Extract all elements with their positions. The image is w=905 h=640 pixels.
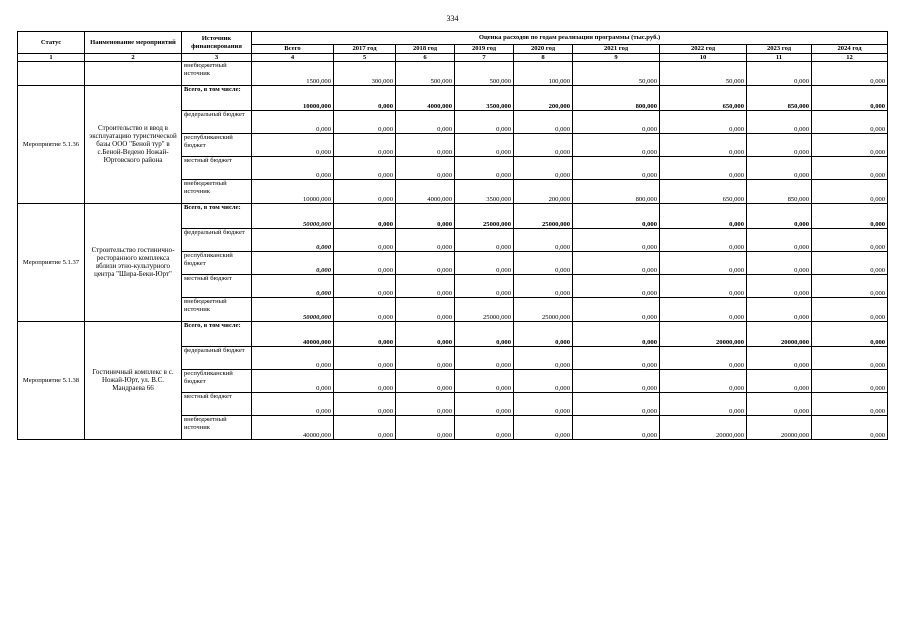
value-cell: 0,000 (334, 275, 396, 298)
value-cell: 0,000 (334, 322, 396, 347)
value-cell: 0,000 (514, 111, 573, 134)
value-cell: 50,000 (573, 62, 660, 86)
budget-table (17, 31, 888, 440)
status-cell: Мероприятие 5.1.36 (18, 86, 85, 204)
value-cell: 0,000 (747, 393, 812, 416)
value-cell: 200,000 (514, 86, 573, 111)
value-cell: 0,000 (396, 347, 455, 370)
column-number-row (18, 54, 888, 62)
value-cell: 0,000 (396, 322, 455, 347)
column-number: 2 (85, 54, 182, 62)
value-cell: 0,000 (252, 111, 334, 134)
source-cell: местный бюджет (182, 393, 252, 416)
value-cell: 0,000 (455, 322, 514, 347)
value-cell: 0,000 (812, 229, 888, 252)
value-cell: 0,000 (573, 347, 660, 370)
value-cell: 0,000 (334, 86, 396, 111)
value-cell: 0,000 (747, 62, 812, 86)
column-number: 12 (812, 54, 888, 62)
value-cell: 0,000 (812, 86, 888, 111)
value-cell: 0,000 (812, 111, 888, 134)
value-cell: 0,000 (396, 275, 455, 298)
value-cell: 0,000 (812, 322, 888, 347)
table-row (18, 204, 888, 229)
measure-name-cell: Гостиничный комплекс в с. Ножай-Юрт, ул. В.С. Мандраева 66 (85, 322, 182, 440)
value-cell: 0,000 (573, 229, 660, 252)
source-cell: Всего, в том числе: (182, 322, 252, 347)
column-number: 10 (660, 54, 747, 62)
value-cell: 25000,000 (455, 204, 514, 229)
value-cell: 0,000 (573, 111, 660, 134)
source-cell: федеральный бюджет (182, 347, 252, 370)
header-col: 2022 год (660, 45, 747, 54)
value-cell: 0,000 (514, 322, 573, 347)
status-cell (18, 62, 85, 86)
value-cell: 0,000 (660, 111, 747, 134)
header-status: Статус (18, 32, 85, 54)
value-cell: 0,000 (396, 134, 455, 157)
value-cell: 0,000 (514, 370, 573, 393)
value-cell: 0,000 (252, 157, 334, 180)
value-cell: 25000,000 (514, 298, 573, 322)
value-cell: 0,000 (573, 370, 660, 393)
value-cell: 50,000 (660, 62, 747, 86)
value-cell: 0,000 (514, 393, 573, 416)
value-cell: 4000,000 (396, 86, 455, 111)
value-cell: 0,000 (812, 134, 888, 157)
value-cell: 0,000 (396, 370, 455, 393)
value-cell: 3500,000 (455, 86, 514, 111)
name-cell (85, 62, 182, 86)
value-cell: 40000,000 (252, 322, 334, 347)
value-cell: 50000,000 (252, 298, 334, 322)
value-cell: 0,000 (396, 229, 455, 252)
value-cell: 800,000 (573, 180, 660, 204)
source-cell: Всего, в том числе: (182, 86, 252, 111)
value-cell: 0,000 (334, 370, 396, 393)
value-cell: 25000,000 (455, 298, 514, 322)
value-cell: 0,000 (455, 347, 514, 370)
source-cell: внебюджетный источник (182, 298, 252, 322)
value-cell: 0,000 (573, 134, 660, 157)
source-cell: федеральный бюджет (182, 229, 252, 252)
value-cell: 0,000 (514, 157, 573, 180)
source-cell: федеральный бюджет (182, 111, 252, 134)
value-cell: 0,000 (334, 252, 396, 275)
value-cell: 0,000 (396, 298, 455, 322)
value-cell: 0,000 (334, 416, 396, 440)
value-cell: 0,000 (252, 134, 334, 157)
header-source: Источник финансирования (182, 32, 252, 54)
value-cell: 0,000 (573, 416, 660, 440)
table-row (18, 322, 888, 347)
value-cell: 0,000 (812, 347, 888, 370)
source-cell: внебюджетный источник (182, 62, 252, 86)
value-cell: 0,000 (573, 393, 660, 416)
value-cell: 0,000 (334, 393, 396, 416)
value-cell: 500,000 (396, 62, 455, 86)
value-cell: 0,000 (812, 62, 888, 86)
header-estimate: Оценка расходов по годам реализации программы (тыс.руб.) (252, 32, 888, 45)
column-number: 7 (455, 54, 514, 62)
value-cell: 650,000 (660, 180, 747, 204)
value-cell: 0,000 (573, 204, 660, 229)
column-number: 9 (573, 54, 660, 62)
value-cell: 0,000 (396, 252, 455, 275)
value-cell: 20000,000 (660, 322, 747, 347)
value-cell: 500,000 (455, 62, 514, 86)
value-cell: 0,000 (455, 416, 514, 440)
value-cell: 0,000 (660, 298, 747, 322)
value-cell: 0,000 (660, 393, 747, 416)
column-number: 1 (18, 54, 85, 62)
value-cell: 0,000 (747, 252, 812, 275)
value-cell: 0,000 (747, 157, 812, 180)
value-cell: 0,000 (660, 275, 747, 298)
value-cell: 20000,000 (660, 416, 747, 440)
value-cell: 0,000 (334, 229, 396, 252)
value-cell: 50000,000 (252, 204, 334, 229)
value-cell: 0,000 (252, 229, 334, 252)
value-cell: 0,000 (396, 204, 455, 229)
value-cell: 0,000 (455, 111, 514, 134)
table-row (18, 86, 888, 111)
value-cell: 0,000 (334, 347, 396, 370)
value-cell: 0,000 (573, 252, 660, 275)
value-cell: 0,000 (812, 157, 888, 180)
header-name: Наименование мероприятий (85, 32, 182, 54)
value-cell: 0,000 (396, 157, 455, 180)
value-cell: 0,000 (812, 204, 888, 229)
value-cell: 0,000 (514, 229, 573, 252)
value-cell: 0,000 (573, 275, 660, 298)
value-cell: 0,000 (455, 275, 514, 298)
value-cell: 3500,000 (455, 180, 514, 204)
value-cell: 20000,000 (747, 416, 812, 440)
value-cell: 0,000 (455, 229, 514, 252)
value-cell: 800,000 (573, 86, 660, 111)
value-cell: 850,000 (747, 86, 812, 111)
value-cell: 1500,000 (252, 62, 334, 86)
value-cell: 0,000 (812, 370, 888, 393)
value-cell: 0,000 (514, 347, 573, 370)
value-cell: 0,000 (747, 229, 812, 252)
value-cell: 0,000 (812, 180, 888, 204)
value-cell: 200,000 (514, 180, 573, 204)
source-cell: республиканский бюджет (182, 134, 252, 157)
source-cell: местный бюджет (182, 275, 252, 298)
value-cell: 0,000 (812, 298, 888, 322)
value-cell: 25000,000 (514, 204, 573, 229)
page-number: 334 (446, 14, 459, 23)
value-cell: 40000,000 (252, 416, 334, 440)
value-cell: 0,000 (660, 252, 747, 275)
value-cell: 0,000 (252, 252, 334, 275)
value-cell: 0,000 (514, 134, 573, 157)
value-cell: 0,000 (747, 347, 812, 370)
value-cell: 0,000 (747, 275, 812, 298)
status-cell: Мероприятие 5.1.38 (18, 322, 85, 440)
value-cell: 0,000 (455, 393, 514, 416)
header-col: 2023 год (747, 45, 812, 54)
value-cell: 0,000 (747, 298, 812, 322)
value-cell: 4000,000 (396, 180, 455, 204)
value-cell: 0,000 (334, 111, 396, 134)
value-cell: 20000,000 (747, 322, 812, 347)
header-col: 2018 год (396, 45, 455, 54)
value-cell: 10000,000 (252, 180, 334, 204)
value-cell: 0,000 (334, 180, 396, 204)
header-col: 2021 год (573, 45, 660, 54)
measure-name-cell: Строительство гостинично-ресторанного комплекса вблизи этно-культурного центра "Шира-Беки-Юрт" (85, 204, 182, 322)
value-cell: 0,000 (252, 275, 334, 298)
column-number: 4 (252, 54, 334, 62)
column-number: 3 (182, 54, 252, 62)
value-cell: 0,000 (573, 298, 660, 322)
header-col: 2019 год (455, 45, 514, 54)
source-cell: республиканский бюджет (182, 252, 252, 275)
value-cell: 0,000 (812, 393, 888, 416)
status-cell: Мероприятие 5.1.37 (18, 204, 85, 322)
value-cell: 0,000 (334, 298, 396, 322)
column-number: 5 (334, 54, 396, 62)
value-cell: 0,000 (514, 275, 573, 298)
value-cell: 0,000 (455, 370, 514, 393)
value-cell: 0,000 (660, 134, 747, 157)
value-cell: 650,000 (660, 86, 747, 111)
value-cell: 0,000 (747, 134, 812, 157)
value-cell: 0,000 (660, 157, 747, 180)
source-cell: внебюджетный источник (182, 180, 252, 204)
value-cell: 0,000 (396, 393, 455, 416)
value-cell: 0,000 (396, 111, 455, 134)
value-cell: 0,000 (747, 111, 812, 134)
value-cell: 0,000 (514, 416, 573, 440)
header-col: 2024 год (812, 45, 888, 54)
value-cell: 0,000 (334, 204, 396, 229)
column-number: 8 (514, 54, 573, 62)
source-cell: Всего, в том числе: (182, 204, 252, 229)
header-col: 2017 год (334, 45, 396, 54)
value-cell: 0,000 (747, 204, 812, 229)
value-cell: 0,000 (812, 252, 888, 275)
value-cell: 300,000 (334, 62, 396, 86)
value-cell: 0,000 (660, 229, 747, 252)
value-cell: 0,000 (573, 157, 660, 180)
value-cell: 0,000 (660, 204, 747, 229)
source-cell: местный бюджет (182, 157, 252, 180)
value-cell: 100,000 (514, 62, 573, 86)
column-number: 6 (396, 54, 455, 62)
value-cell: 0,000 (747, 370, 812, 393)
value-cell: 0,000 (573, 322, 660, 347)
header-col: 2020 год (514, 45, 573, 54)
value-cell: 0,000 (455, 252, 514, 275)
value-cell: 0,000 (252, 370, 334, 393)
source-cell: внебюджетный источник (182, 416, 252, 440)
value-cell: 0,000 (660, 347, 747, 370)
value-cell: 0,000 (455, 134, 514, 157)
value-cell: 0,000 (252, 393, 334, 416)
header-col: Всего (252, 45, 334, 54)
value-cell: 0,000 (812, 275, 888, 298)
value-cell: 0,000 (514, 252, 573, 275)
column-number: 11 (747, 54, 812, 62)
source-cell: республиканский бюджет (182, 370, 252, 393)
value-cell: 0,000 (660, 370, 747, 393)
value-cell: 0,000 (812, 416, 888, 440)
value-cell: 0,000 (455, 157, 514, 180)
value-cell: 0,000 (334, 134, 396, 157)
table-row (18, 62, 888, 86)
value-cell: 10000,000 (252, 86, 334, 111)
measure-name-cell: Строительство и ввод в эксплуатацию туристической базы ООО "Беной тур" в с.Беной-Ведено Ножай-Юртовского района (85, 86, 182, 204)
value-cell: 850,000 (747, 180, 812, 204)
value-cell: 0,000 (334, 157, 396, 180)
value-cell: 0,000 (396, 416, 455, 440)
value-cell: 0,000 (252, 347, 334, 370)
